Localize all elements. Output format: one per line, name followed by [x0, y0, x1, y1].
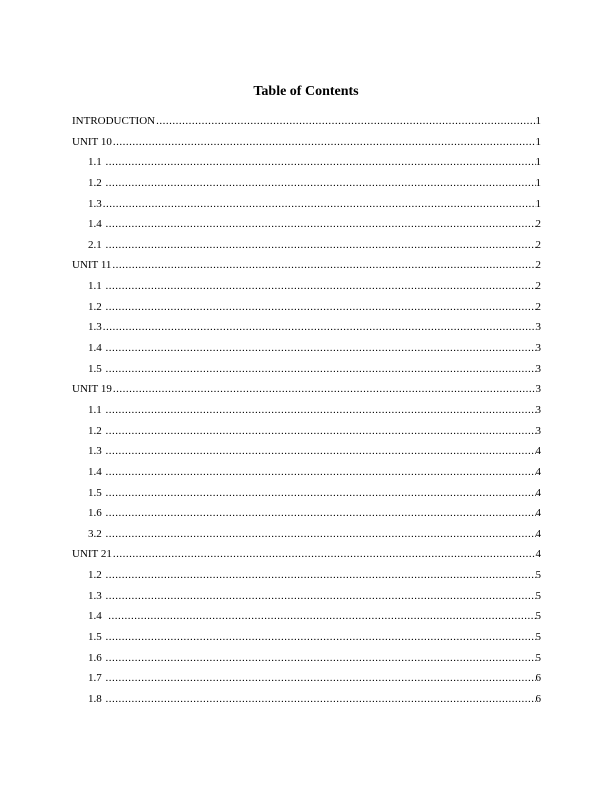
- toc-entry[interactable]: [72, 648, 541, 669]
- toc-list: [72, 111, 541, 710]
- toc-entry-page-number: 4: [535, 548, 541, 561]
- toc-entry-label: 1.1: [88, 280, 105, 293]
- toc-entry-label: 1.4: [88, 342, 105, 355]
- toc-dot-leader: [112, 255, 535, 276]
- toc-entry[interactable]: [72, 565, 541, 586]
- toc-title: Table of Contents: [253, 84, 359, 99]
- toc-entry-page-number: 1: [535, 197, 541, 210]
- toc-entry-page-number: 6: [535, 672, 541, 685]
- toc-entry[interactable]: [72, 421, 541, 442]
- toc-entry[interactable]: [72, 317, 541, 338]
- toc-entry-page-number: 3: [535, 403, 541, 416]
- toc-dot-leader: [113, 132, 536, 153]
- toc-entry-label: UNIT 19: [72, 383, 112, 396]
- toc-dot-leader: [106, 586, 536, 607]
- toc-entry-page-number: 5: [535, 631, 541, 644]
- toc-entry-label: INTRODUCTION: [72, 115, 156, 127]
- toc-entry-label: 1.1: [88, 156, 105, 169]
- toc-entry-page-number: 5: [535, 589, 541, 602]
- toc-entry[interactable]: [72, 503, 541, 524]
- toc-entry-page-number: 1: [535, 176, 541, 189]
- toc-entry[interactable]: [72, 544, 541, 565]
- toc-dot-leader: [106, 462, 536, 483]
- toc-entry[interactable]: [72, 586, 541, 607]
- toc-entry-label: UNIT 21: [72, 548, 112, 561]
- toc-entry-label: 1.5: [88, 362, 105, 375]
- toc-entry[interactable]: [72, 194, 541, 215]
- toc-entry-page-number: 3: [535, 424, 541, 437]
- toc-dot-leader: [106, 668, 536, 689]
- toc-dot-leader: [106, 276, 536, 297]
- toc-entry[interactable]: [72, 132, 541, 153]
- toc-entry[interactable]: [72, 235, 541, 256]
- toc-dot-leader: [106, 689, 536, 710]
- toc-dot-leader: [106, 338, 536, 359]
- toc-dot-leader: [106, 627, 536, 648]
- toc-entry-page-number: 2: [535, 218, 541, 231]
- toc-entry-page-number: 2: [535, 300, 541, 313]
- toc-entry-label: 1.3: [88, 589, 105, 602]
- toc-entry[interactable]: [72, 255, 541, 276]
- toc-entry[interactable]: [72, 111, 541, 132]
- toc-dot-leader: [106, 524, 536, 545]
- toc-entry-page-number: 3: [535, 383, 541, 396]
- toc-entry-label: 1.4: [88, 610, 108, 623]
- toc-entry[interactable]: [72, 297, 541, 318]
- toc-entry-label: 1.6: [88, 651, 105, 664]
- toc-entry-page-number: 6: [535, 692, 541, 705]
- toc-entry-page-number: 4: [535, 445, 541, 458]
- toc-dot-leader: [106, 503, 536, 524]
- toc-entry-page-number: 4: [535, 527, 541, 540]
- toc-dot-leader: [113, 379, 536, 400]
- toc-entry[interactable]: [72, 359, 541, 380]
- toc-dot-leader: [103, 194, 536, 215]
- toc-entry[interactable]: [72, 400, 541, 421]
- toc-dot-leader: [103, 317, 536, 338]
- toc-entry-page-number: 4: [535, 507, 541, 520]
- toc-dot-leader: [156, 111, 535, 132]
- toc-entry-label: 1.3: [88, 321, 102, 334]
- toc-dot-leader: [106, 400, 536, 421]
- toc-entry-page-number: 4: [535, 465, 541, 478]
- toc-entry-label: 1.2: [88, 424, 105, 437]
- toc-entry[interactable]: [72, 462, 541, 483]
- toc-entry-label: 1.8: [88, 692, 105, 705]
- toc-entry-page-number: 1: [535, 156, 541, 169]
- toc-entry-page-number: 4: [535, 486, 541, 499]
- toc-dot-leader: [106, 565, 536, 586]
- toc-entry-page-number: 2: [535, 280, 541, 293]
- toc-dot-leader: [106, 214, 536, 235]
- toc-entry-label: 1.3: [88, 197, 102, 210]
- toc-dot-leader: [106, 235, 536, 256]
- toc-entry[interactable]: [72, 214, 541, 235]
- toc-dot-leader: [106, 173, 536, 194]
- toc-entry-label: 1.5: [88, 486, 105, 499]
- toc-entry[interactable]: [72, 379, 541, 400]
- toc-entry[interactable]: [72, 689, 541, 710]
- toc-entry[interactable]: [72, 441, 541, 462]
- toc-entry-page-number: 1: [535, 135, 541, 148]
- toc-entry-page-number: 3: [535, 342, 541, 355]
- toc-entry-page-number: 5: [535, 651, 541, 664]
- toc-entry-label: 2.1: [88, 238, 105, 251]
- toc-entry-page-number: 5: [535, 569, 541, 582]
- toc-dot-leader: [113, 544, 536, 565]
- toc-entry-label: 1.5: [88, 631, 105, 644]
- toc-entry[interactable]: [72, 524, 541, 545]
- toc-entry-page-number: 3: [535, 321, 541, 334]
- toc-entry-page-number: 3: [535, 362, 541, 375]
- toc-entry-label: 3.2: [88, 527, 105, 540]
- toc-entry-page-number: 2: [535, 238, 541, 251]
- toc-entry-page-number: 5: [535, 610, 541, 623]
- toc-dot-leader: [106, 483, 536, 504]
- toc-entry-label: 1.7: [88, 672, 105, 685]
- toc-entry[interactable]: [72, 152, 541, 173]
- toc-entry-label: 1.1: [88, 403, 105, 416]
- toc-entry[interactable]: [72, 173, 541, 194]
- toc-entry-label: UNIT 10: [72, 135, 112, 148]
- toc-entry-label: UNIT 11: [72, 259, 112, 272]
- toc-entry[interactable]: [72, 627, 541, 648]
- toc-entry[interactable]: [72, 276, 541, 297]
- toc-entry-label: 1.6: [88, 507, 105, 520]
- toc-entry[interactable]: [72, 606, 541, 627]
- toc-entry-label: 1.2: [88, 569, 105, 582]
- toc-entry[interactable]: [72, 668, 541, 689]
- toc-entry-label: 1.3: [88, 445, 105, 458]
- toc-dot-leader: [106, 648, 536, 669]
- toc-entry-label: 1.4: [88, 218, 105, 231]
- toc-entry-label: 1.4: [88, 465, 105, 478]
- toc-entry-label: 1.2: [88, 300, 105, 313]
- toc-dot-leader: [106, 359, 536, 380]
- toc-entry[interactable]: [72, 338, 541, 359]
- toc-dot-leader: [106, 441, 536, 462]
- toc-dot-leader: [106, 152, 536, 173]
- toc-entry-label: 1.2: [88, 176, 105, 189]
- toc-entry[interactable]: [72, 483, 541, 504]
- toc-dot-leader: [106, 297, 536, 318]
- toc-dot-leader: [106, 421, 536, 442]
- toc-entry-page-number: 1: [535, 115, 541, 127]
- toc-dot-leader: [108, 606, 535, 627]
- toc-entry-page-number: 2: [535, 259, 541, 272]
